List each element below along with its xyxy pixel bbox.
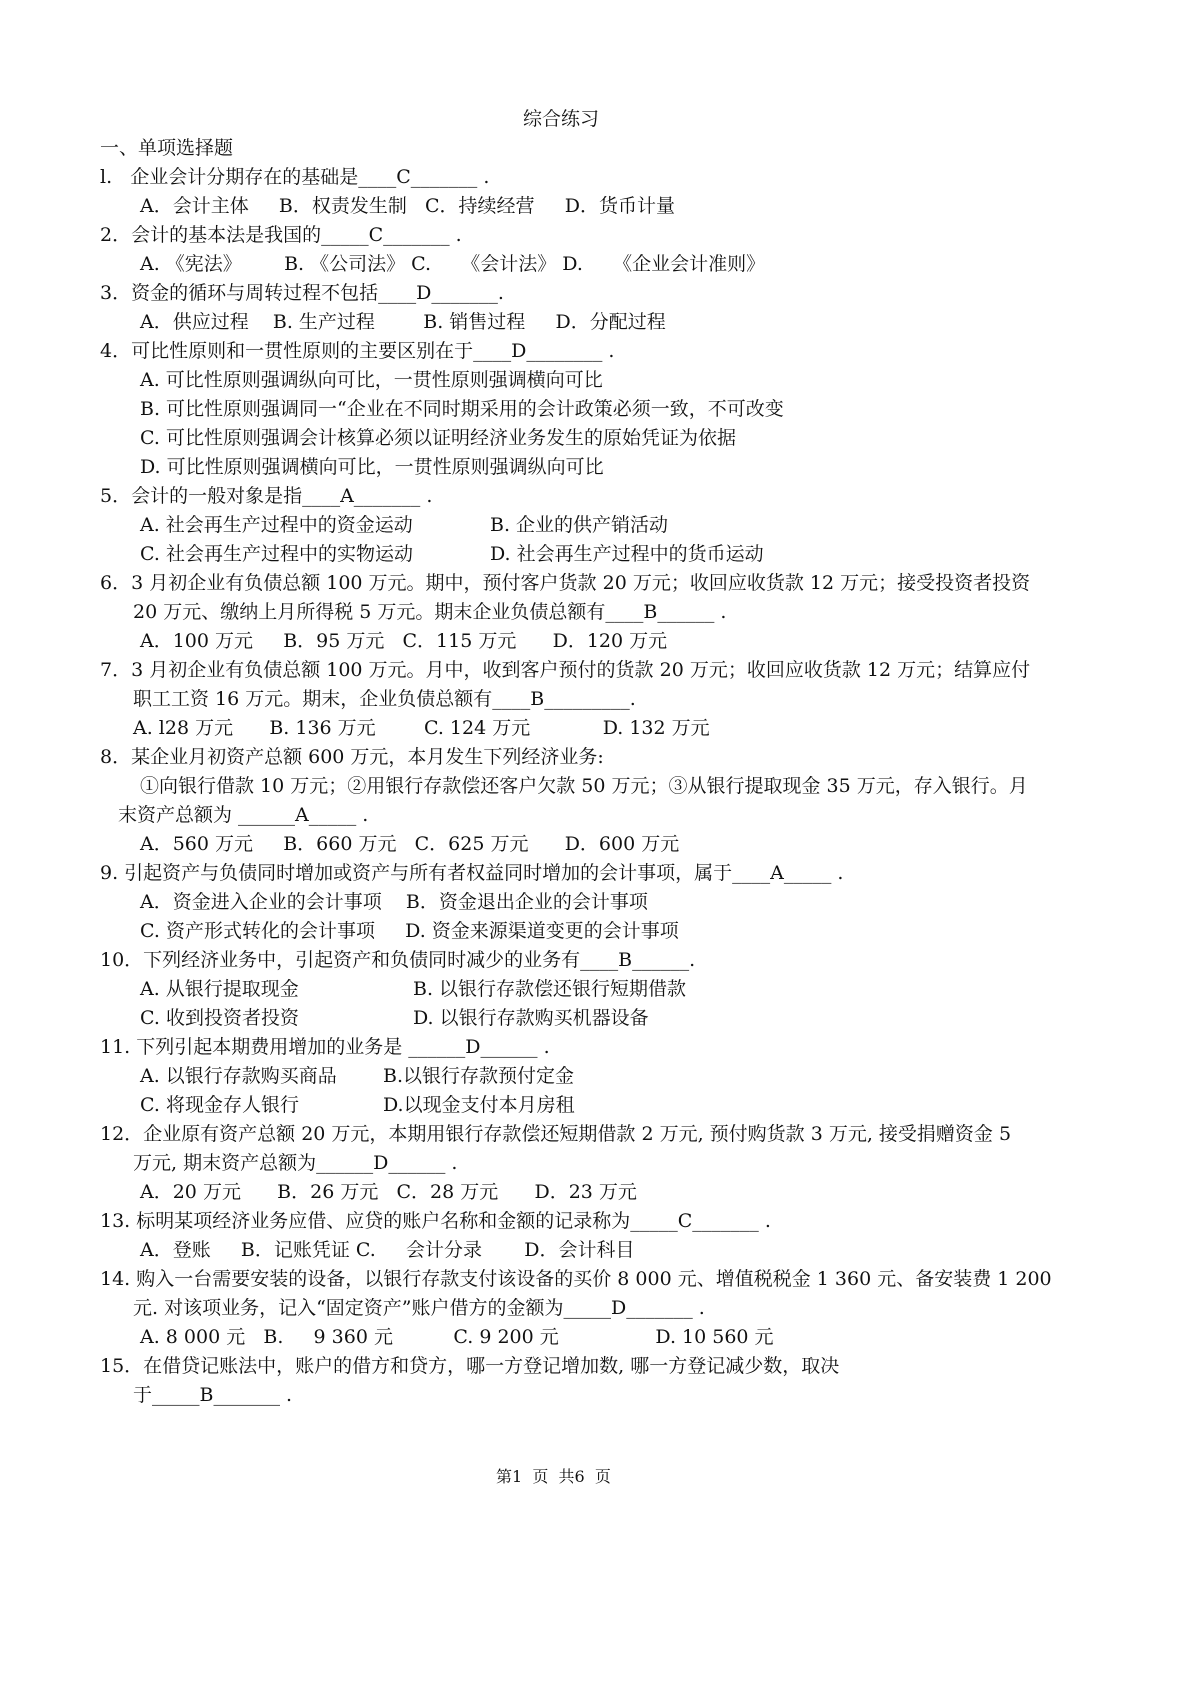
page-footer: 第1 页 共6 页 — [496, 1467, 611, 1486]
question-7: 7．3 月初企业有负债总额 100 万元。月中，收到客户预付的货款 20 万元；收回应收货款 12 万元；结算应付 — [100, 659, 1031, 681]
question-4: 4．可比性原则和一贯性原则的主要区别在于____D________ . — [100, 340, 615, 362]
q1-options: A．会计主体 B．权责发生制 C．持续经营 D．货币计量 — [140, 195, 675, 217]
q2-options: A. 《宪法》 B. 《公司法》 C. 《会计法》 D. 《企业会计准则》 — [140, 253, 766, 275]
q3-options: A．供应过程 B. 生产过程 B. 销售过程 D．分配过程 — [140, 311, 666, 333]
question-15-cont: 于_____B_______ . — [133, 1384, 293, 1406]
question-3: 3．资金的循环与周转过程不包括____D_______. — [100, 282, 504, 304]
q7-options: A. l28 万元 B. 136 万元 C. 124 万元 D. 132 万元 — [133, 717, 710, 739]
question-10: 10．下列经济业务中，引起资产和负债同时减少的业务有____B______. — [100, 949, 696, 971]
q10-option-c: C. 收到投资者投资 — [140, 1007, 299, 1029]
q14-options: A. 8 000 元 B. 9 360 元 C. 9 200 元 D. 10 560 元 — [140, 1326, 774, 1348]
question-6-cont: 20 万元、缴纳上月所得税 5 万元。期末企业负债总额有____B______ . — [133, 601, 727, 623]
question-5: 5．会计的一般对象是指____A_______ . — [100, 485, 433, 507]
question-6: 6．3 月初企业有负债总额 100 万元。期中，预付客户货款 20 万元；收回应收货款 12 万元；接受投资者投资 — [100, 572, 1031, 594]
question-12-cont: 万元, 期末资产总额为______D______ . — [133, 1152, 458, 1174]
q11-option-c: C. 将现金存人银行 — [140, 1094, 299, 1116]
q4-option-d: D. 可比性原则强调横向可比，一贯性原则强调纵向可比 — [140, 456, 604, 478]
question-7-cont: 职工工资 16 万元。期末，企业负债总额有____B_________. — [133, 688, 636, 710]
q6-options: A．100 万元 B．95 万元 C．115 万元 D．120 万元 — [140, 630, 668, 652]
q11-option-b: B.以银行存款预付定金 — [383, 1065, 575, 1087]
q12-options: A．20 万元 B．26 万元 C．28 万元 D．23 万元 — [140, 1181, 637, 1203]
question-8-cont: ①向银行借款 10 万元；②用银行存款偿还客户欠款 50 万元；③从银行提取现金 35 万元，存入银行。月 — [140, 775, 1028, 797]
q5-option-d: D. 社会再生产过程中的货币运动 — [490, 543, 764, 565]
q4-option-c: C. 可比性原则强调会计核算必须以证明经济业务发生的原始凭证为依据 — [140, 427, 736, 449]
q10-option-b: B. 以银行存款偿还银行短期借款 — [413, 978, 687, 1000]
q10-option-d: D. 以银行存款购买机器设备 — [413, 1007, 649, 1029]
document-title: 综合练习 — [523, 108, 600, 130]
question-15: 15．在借贷记账法中，账户的借方和贷方，哪一方登记增加数, 哪一方登记减少数，取决 — [100, 1355, 840, 1377]
q10-option-a: A. 从银行提取现金 — [140, 978, 299, 1000]
q5-option-c: C. 社会再生产过程中的实物运动 — [140, 543, 413, 565]
question-8: 8．某企业月初资产总额 600 万元，本月发生下列经济业务: — [100, 746, 604, 768]
q4-option-a: A. 可比性原则强调纵向可比，一贯性原则强调横向可比 — [140, 369, 603, 391]
question-11: 11. 下列引起本期费用增加的业务是 ______D______ . — [100, 1036, 550, 1058]
question-1: l. 企业会计分期存在的基础是____C_______ . — [100, 166, 490, 188]
q5-option-a: A. 社会再生产过程中的资金运动 — [140, 514, 413, 536]
question-14: 14. 购入一台需要安装的设备，以银行存款支付该设备的买价 8 000 元、增值税税金 1 360 元、备安装费 1 200 — [100, 1268, 1052, 1290]
question-9: 9. 引起资产与负债同时增加或资产与所有者权益同时增加的会计事项，属于____A_____ . — [100, 862, 844, 884]
q9-options-ab: A．资金进入企业的会计事项 B．资金退出企业的会计事项 — [140, 891, 648, 913]
q13-options: A．登账 B．记账凭证 C. 会计分录 D．会计科目 — [140, 1239, 635, 1261]
q4-option-b: B. 可比性原则强调同一“企业在不同时期采用的会计政策必须一致，不可改变 — [140, 398, 784, 420]
q11-option-a: A. 以银行存款购买商品 — [140, 1065, 337, 1087]
question-8-cont2: 末资产总额为 ______A_____ . — [118, 804, 369, 826]
q5-option-b: B. 企业的供产销活动 — [490, 514, 669, 536]
question-14-cont: 元. 对该项业务，记入“固定资产”账户借方的金额为_____D_______ . — [133, 1297, 705, 1319]
question-13: 13. 标明某项经济业务应借、应贷的账户名称和金额的记录称为_____C_______ . — [100, 1210, 771, 1232]
q11-option-d: D.以现金支付本月房租 — [383, 1094, 575, 1116]
question-2: 2．会计的基本法是我国的_____C_______ . — [100, 224, 462, 246]
q9-options-cd: C. 资产形式转化的会计事项 D. 资金来源渠道变更的会计事项 — [140, 920, 679, 942]
question-12: 12．企业原有资产总额 20 万元，本期用银行存款偿还短期借款 2 万元, 预付购货款 3 万元, 接受捐赠资金 5 — [100, 1123, 1012, 1145]
section-heading: 一、单项选择题 — [100, 137, 234, 159]
q8-options: A．560 万元 B．660 万元 C．625 万元 D．600 万元 — [140, 833, 680, 855]
